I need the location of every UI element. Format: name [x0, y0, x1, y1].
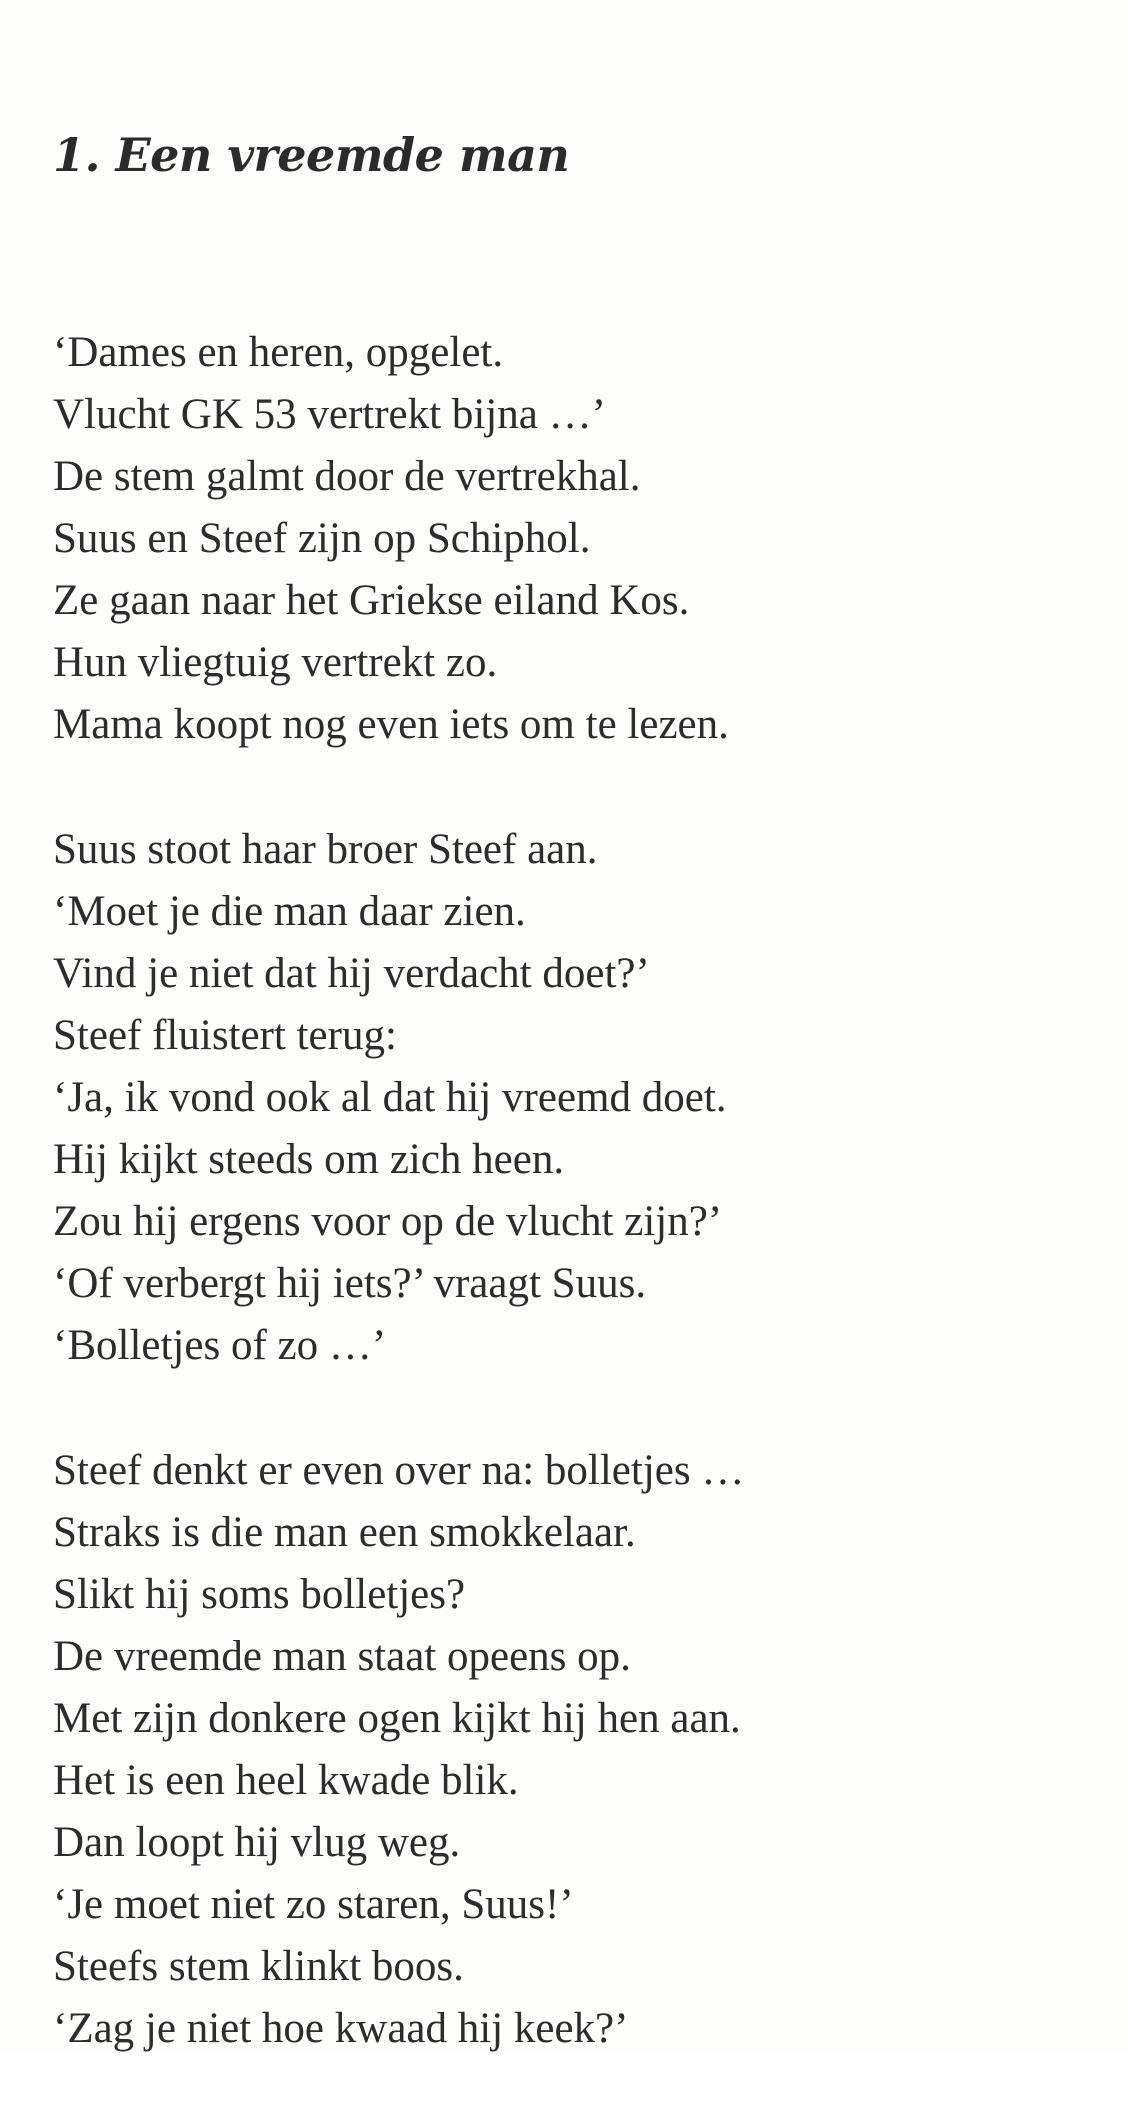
text-line: Slikt hij soms bolletjes?: [53, 1571, 466, 1618]
paragraph-3: [53, 1440, 1093, 2060]
text-line: Dan loopt hij vlug weg.: [53, 1819, 461, 1866]
text-line: Steef fluistert terug:: [53, 1012, 397, 1059]
text-line: Ze gaan naar het Griekse eiland Kos.: [53, 577, 690, 624]
story-text: [53, 322, 1093, 2123]
text-line: Vind je niet dat hij verdacht doet?’: [53, 950, 650, 997]
text-line: Vlucht GK 53 vertrekt bijna …’: [53, 391, 606, 438]
text-line: Mama koopt nog even iets om te lezen.: [53, 701, 729, 748]
text-line: Straks is die man een smokkelaar.: [53, 1509, 636, 1556]
text-line: Steef denkt er even over na: bolletjes …: [53, 1447, 745, 1494]
text-line: Zou hij ergens voor op de vlucht zijn?’: [53, 1198, 723, 1245]
text-line: ‘Dames en heren, opgelet.: [53, 329, 504, 376]
text-line: ‘Bolletjes of zo …’: [53, 1322, 387, 1369]
text-line: ‘Zag je niet hoe kwaad hij keek?’: [53, 2005, 629, 2052]
paragraph-2: [53, 819, 1093, 1377]
text-line: Suus stoot haar broer Steef aan.: [53, 826, 598, 873]
text-line: ‘Ja, ik vond ook al dat hij vreemd doet.: [53, 1074, 727, 1121]
text-line: Hun vliegtuig vertrekt zo.: [53, 639, 498, 686]
text-line: ‘Je moet niet zo staren, Suus!’: [53, 1881, 574, 1928]
text-line: Suus en Steef zijn op Schiphol.: [53, 515, 591, 562]
text-line: Het is een heel kwade blik.: [53, 1757, 519, 1804]
text-line: Steefs stem klinkt boos.: [53, 1943, 464, 1990]
text-line: Hij kijkt steeds om zich heen.: [53, 1136, 565, 1183]
text-line: ‘Of verbergt hij iets?’ vraagt Suus.: [53, 1260, 647, 1307]
text-line: De vreemde man staat opeens op.: [53, 1633, 631, 1680]
text-line: Met zijn donkere ogen kijkt hij hen aan.: [53, 1695, 741, 1742]
chapter-title: 1. Een vreemde man: [53, 128, 570, 182]
paragraph-1: [53, 322, 1093, 756]
text-line: ‘Moet je die man daar zien.: [53, 888, 526, 935]
text-line: De stem galmt door de vertrekhal.: [53, 453, 641, 500]
